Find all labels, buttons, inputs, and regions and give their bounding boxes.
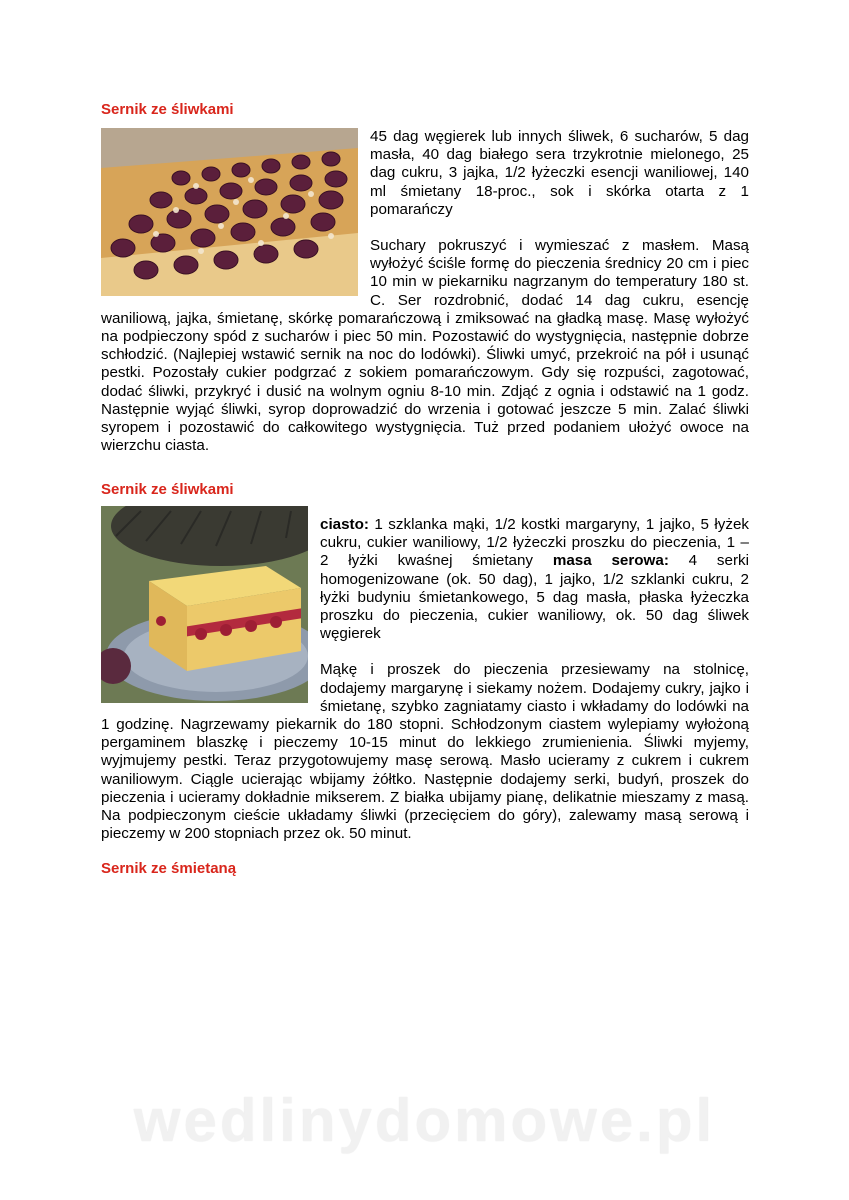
filling-ingredients: 4 serki homogenizowane (ok. 50 dag), 1 jajko, 1/2 szklanki cukru, 2 łyżki budyniu śmietankowego, 5 dag masła, płaska łyżeczka proszku do pieczenia, cukier waniliowy, ok. 50 dag śliwek węgierek [320, 552, 749, 643]
plum-cake-photo [101, 128, 358, 296]
method-text: Mąkę i proszek do pieczenia przesiewamy na stolnicę, dodajemy margarynę i siekamy nożem. Dodajemy cukry, jajko i śmietanę, szybko zagniatamy ciasto i wkładamy do lodówki na 1 godzinę. Nagrzewamy piekarnik do 180 stopni. Schłodzonym ciastem wylepiamy wyłożoną pergaminem blaszkę i pieczemy 10-15 minut do lekkiego zrumienienia. Śliwki myjemy, wyjmujemy pestki. Teraz przygotowujemy masę serową. Masło ucieramy z cukrem i cukrem waniliowym. Ciągle ucierając wbijamy żółtko. Następnie dodajemy serki, budyń, proszek do pieczenia i ucieramy dokładnie mikserem. Z białka ubijamy pianę, delikatnie mieszamy z masą. Na podpieczonym cieście układamy śliwki (przecięciem do góry), zalewamy masą serową i pieczemy w 200 stopniach przez ok. 50 minut. [101, 661, 749, 843]
recipe-title: Sernik ze śmietaną [101, 860, 237, 877]
recipe-title: Sernik ze śliwkami [101, 101, 234, 118]
recipe-block [101, 128, 749, 455]
watermark: wedlinydomowe.pl [133, 1087, 716, 1154]
ingredients-text: 45 dag węgierek lub innych śliwek, 6 sucharów, 5 dag masła, 40 dag białego sera trzykrotnie mielonego, 25 dag cukru, 3 jajka, 1/2 łyżeczki esencji waniliowej, 140 ml śmietany 18-proc., sok i skórka otarta z 1 pomarańczy [370, 128, 749, 218]
method-text: Suchary pokruszyć i wymieszać z masłem. Masą wyłożyć ściśle formę do pieczenia średnicy 20 cm i piec 10 min w piekarniku nagrzanym do temperatury 180 st. C. Ser rozdrobnić, dodać 14 dag cukru, esencję waniliową, jajka, śmietanę, skórkę pomarańczową i zmiksować na gładką masę. Masę wyłożyć na podpieczony spód z sucharów i piec 50 min. Pozostawić do wystygnięcia, następnie dobrze schłodzić. (Najlepiej wstawić sernik na noc do lodówki). Śliwki umyć, przekroić na pół i usunąć pestki. Pozostały cukier podgrzać z sokiem pomarańczowym. Gdy się rozpuści, zagotować, dodać śliwki, przykryć i dusić na wolnym ogniu 8-10 min. Zdjąć z ognia i odstawić na 1 godz. Następnie wyjąć śliwki, syrop doprowadzić do wrzenia i gotować jeszcze 5 min. Zalać śliwki syropem i pozostawić do całkowitego wystygnięcia. Tuż przed podaniem ułożyć owoce na wierzchu ciasta. [101, 237, 749, 455]
cheesecake-slice-photo [101, 506, 308, 703]
dough-label: ciasto: [320, 516, 369, 533]
recipe-title: Sernik ze śliwkami [101, 481, 234, 498]
filling-label: masa serowa: [552, 552, 669, 570]
recipe-block [101, 516, 749, 843]
dough-ingredients: 1 szklanka mąki, 1/2 kostki margaryny, 1 jajko, 5 łyżek cukru, cukier waniliowy, 1/2 łyżeczki proszku do pieczenia, 1 – 2 łyżki kwaśnej śmietany [320, 516, 749, 570]
